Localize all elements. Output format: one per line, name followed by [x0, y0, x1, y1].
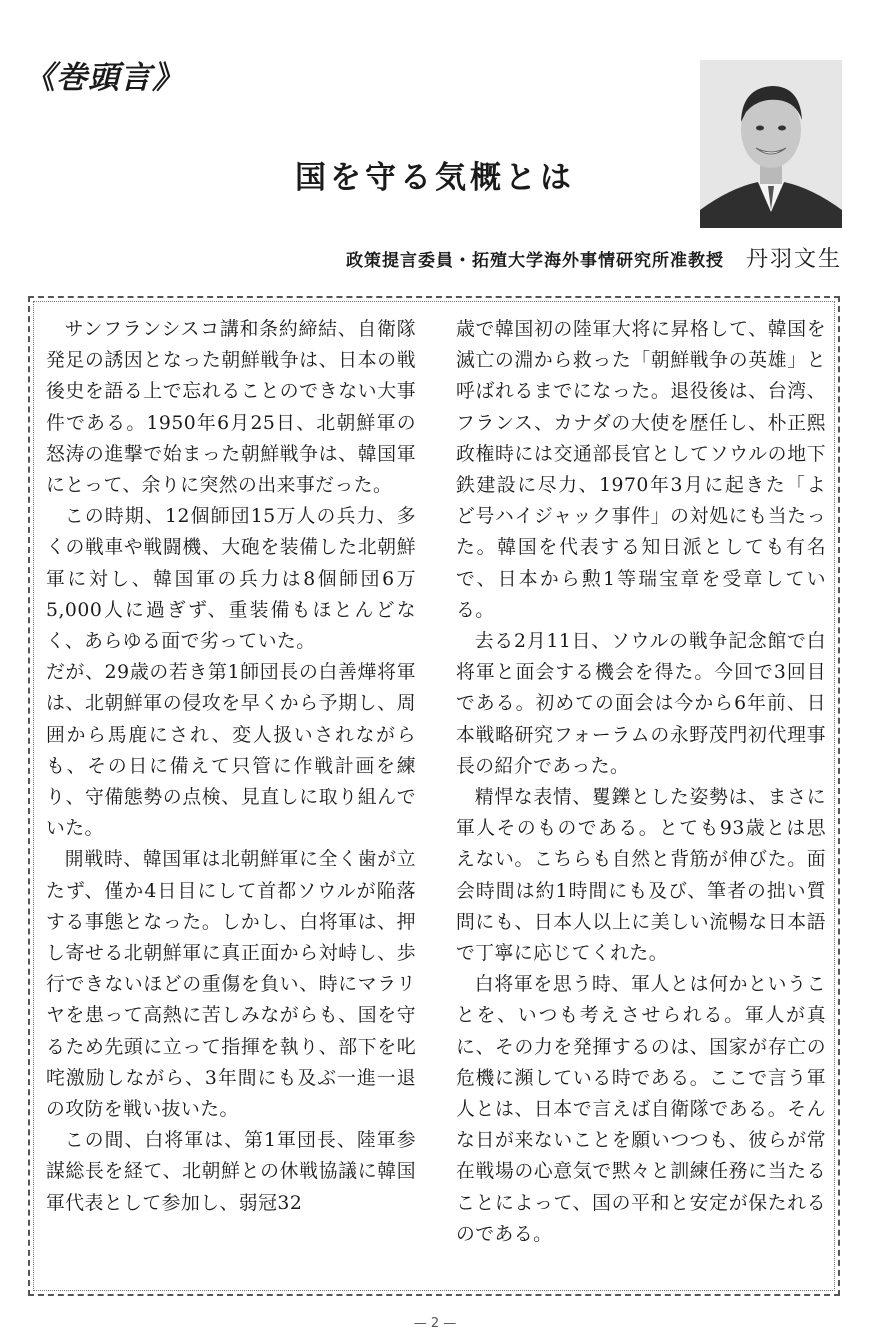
paragraph: 開戦時、韓国軍は北朝鮮軍に全く歯が立たず、僅か4日目にして首都ソウルが陥落する事態となった。しかし、白将軍は、押し寄せる北朝鮮軍に真正面から対峙し、歩行できないほどの重傷を負い、時にマラリヤを患って高熱に苦しみながらも、国を守るため先頭に立って指揮を執り、部下を叱咤激励しながら、3年間にも及ぶ一進一退の攻防を戦い抜いた。: [46, 849, 416, 1121]
paragraph: 歳で韓国初の陸軍大将に昇格して、韓国を滅亡の淵から救った「朝鮮戦争の英雄」と呼ばれるまでになった。退役後は、台湾、フランス、カナダの大使を歴任し、朴正熙政権時には交通部長官としてソウルの地下鉄建設に尽力、1970年3月に起きた「よど号ハイジャック事件」の対処にも当たった。韓国を代表する知日派としても有名で、日本から勲1等瑞宝章を受章している。: [456, 319, 826, 621]
author-portrait-photo: [700, 60, 842, 228]
paragraph: 精悍な表情、矍鑠とした姿勢は、まさに軍人そのものである。とても93歳とは思えない。こちらも自然と背筋が伸びた。面会時間は約1時間にも及び、筆者の拙い質問にも、日本人以上に美しい流暢な日本語で丁寧に応じてくれた。: [456, 787, 826, 965]
paragraph: サンフランシスコ講和条約締結、自衛隊発足の誘因となった朝鮮戦争は、日本の戦後史を語る上で忘れることのできない大事件である。1950年6月25日、北朝鮮軍の怒涛の進撃で始まった朝鮮戦争は、韓国軍にとって、余りに突然の出来事だった。: [46, 319, 416, 497]
byline: [346, 242, 842, 273]
author-role: 政策提言委員・拓殖大学海外事情研究所准教授: [345, 251, 724, 271]
section-label: 《巻頭言》: [24, 60, 184, 96]
right-column: [456, 314, 826, 1250]
author-name: 丹羽文生: [745, 247, 842, 272]
left-column: [46, 314, 416, 1219]
page-number: — 2 —: [413, 1316, 457, 1331]
article-body-frame: [28, 296, 840, 1296]
paragraph: だが、29歳の若き第1師団長の白善燁将軍は、北朝鮮軍の侵攻を早くから予期し、周囲から馬鹿にされ、変人扱いされながらも、その日に備えて只管に作戦計画を練り、守備態勢の点検、見直しに取り組んでいた。: [46, 662, 416, 840]
paragraph: 去る2月11日、ソウルの戦争記念館で白将軍と面会する機会を得た。今回で3回目である。初めての面会は今から6年前、日本戦略研究フォーラムの永野茂門初代理事長の紹介であった。: [456, 631, 826, 777]
paragraph: この時期、12個師団15万人の兵力、多くの戦車や戦闘機、大砲を装備した北朝鮮軍に対し、韓国軍の兵力は8個師団6万5,000人に過ぎず、重装備もほとんどなく、あらゆる面で劣っていた。: [46, 506, 416, 653]
paragraph: 白将軍を思う時、軍人とは何かということを、いつも考えさせられる。軍人が真に、その力を発揮するのは、国家が存亡の危機に瀕している時である。ここで言う軍人とは、日本で言えば自衛隊である。そんな日が来ないことを願いつつも、彼らが常在戦場の心意気で黙々と訓練任務に当たることによって、国の平和と安定が保たれるのである。: [456, 974, 826, 1245]
article-title: 国を守る気概とは: [295, 160, 575, 196]
paragraph: この間、白将軍は、第1軍団長、陸軍参謀総長を経て、北朝鮮との休戦協議に韓国軍代表として参加し、弱冠32: [46, 1130, 416, 1214]
